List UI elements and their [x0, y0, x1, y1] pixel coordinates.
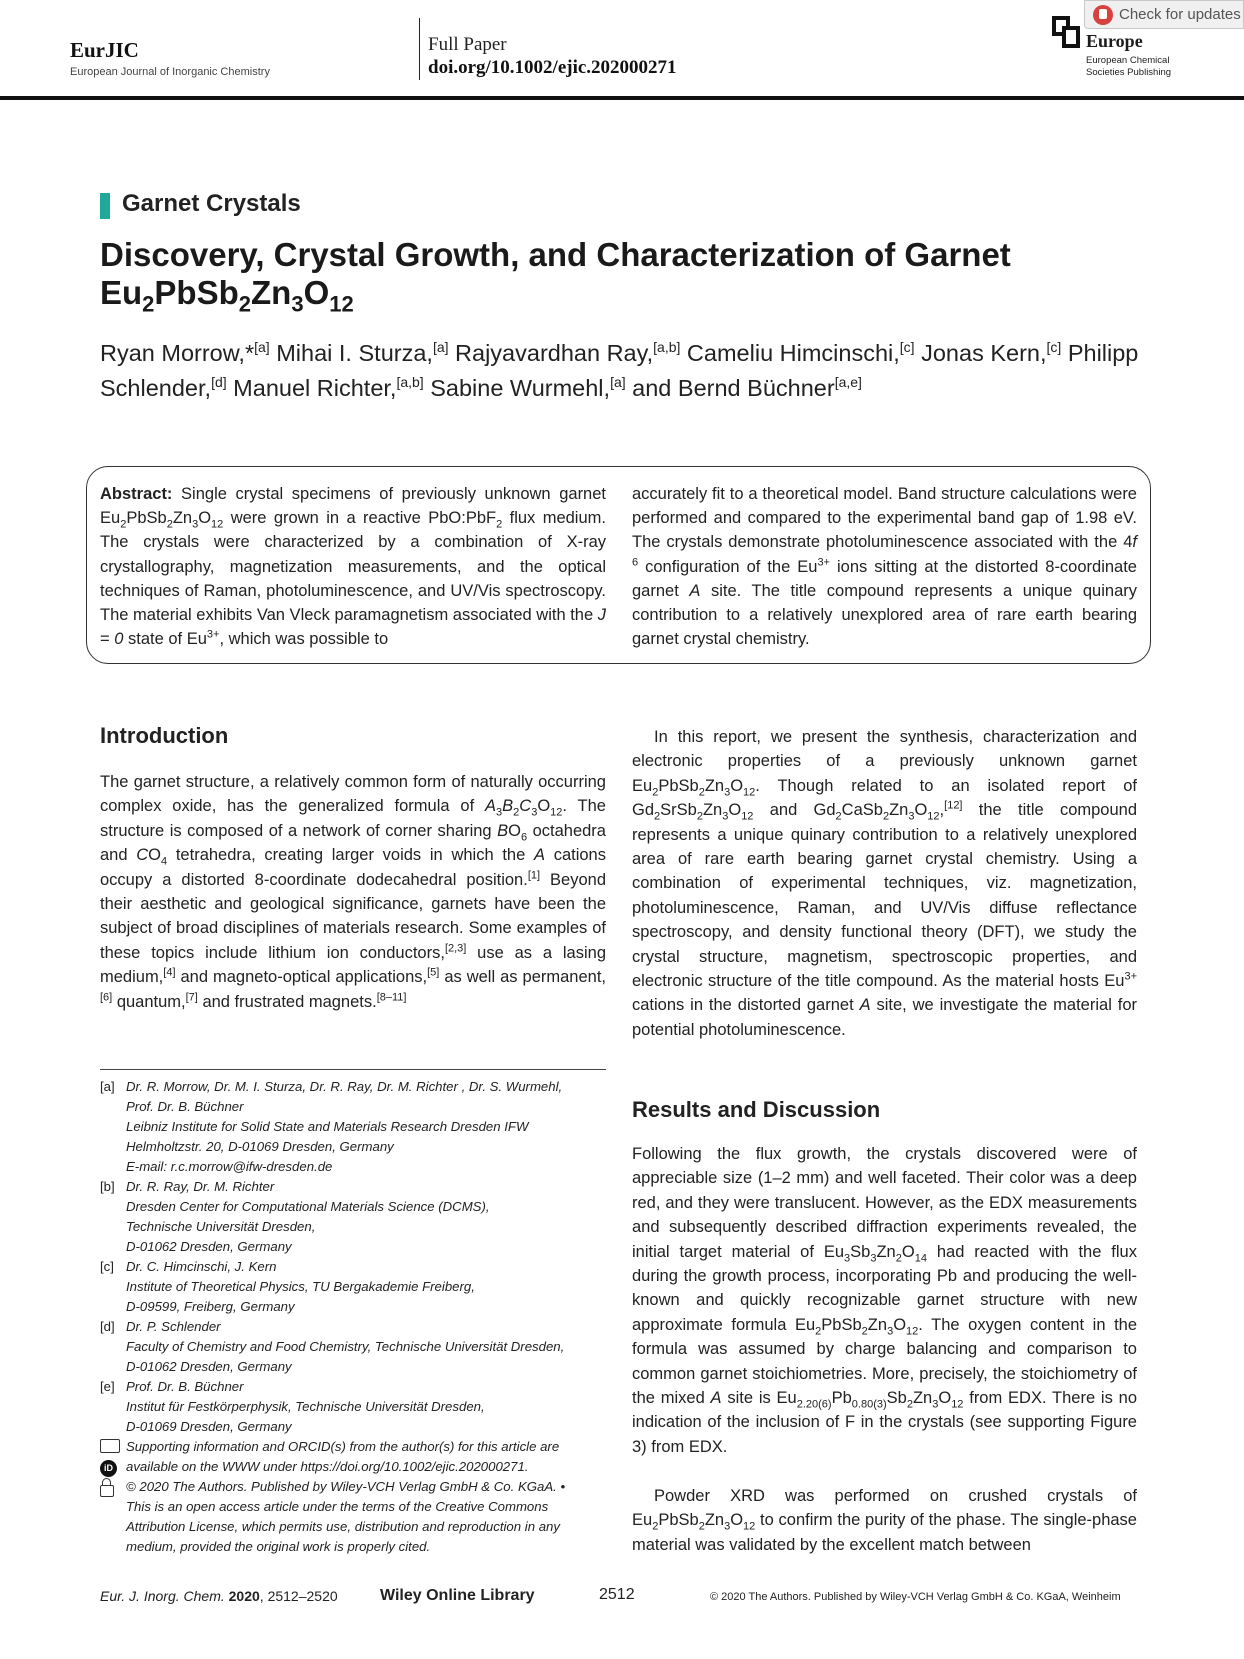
title-formula: $Eu_2PbSb_2Zn_3O_{12}$ — [100, 274, 354, 317]
affiliation-key — [100, 1337, 126, 1357]
icon-cell — [100, 1537, 126, 1557]
affiliation-line — [100, 1137, 610, 1157]
affiliation-text: D-01062 Dresden, Germany — [126, 1359, 292, 1374]
affiliations — [100, 1077, 610, 1557]
footer-copyright: © 2020 The Authors. Published by Wiley-VCH Verlag GmbH & Co. KGaA, Weinheim — [710, 1591, 1121, 1603]
orcid-icon: iD — [100, 1460, 117, 1477]
results-heading: Results and Discussion — [632, 1097, 881, 1122]
results-paragraph-1: Following the flux growth, the crystals discovered were of appreciable size (1–2 mm) and well faceted. Their color was a deep red, and they were translucent. However, as the EDX measurements and subsequently described diffraction experiments revealed, the initial target material of $Eu_3Sb_3Zn_2O_{14}$ had reacted with the flux during the growth process, incorporating Pb and producing the well-known and quickly recognizable garnet structure with new approximate formula $Eu_2PbSb_2Zn_3O_{12}$. The oxygen content in the formula was assumed by charge balancing and comparison to common garnet stoichiometries. More, precisely, the stoichiometry of the mixed A site is $Eu_{2.20(6)}Pb_{0.80(3)}Sb_2Zn_3O_{12}$ from EDX. There is no indication of the inclusion of F in the crystals (see supporting Figure 3) from EDX. — [632, 1145, 1138, 1456]
paper-type: Full Paper — [428, 34, 507, 55]
affiliation-text: Helmholtzstr. 20, D-01069 Dresden, Germany — [126, 1139, 394, 1154]
results-paragraph-2: Powder XRD was performed on crushed crystals of $Eu_2PbSb_2Zn_3O_{12}$ to confirm the purity of the phase. The single-phase material was validated by the excellent match between — [632, 1487, 1137, 1554]
abstract-right-column: accurately fit to a theoretical model. Band structure calculations were performed and compared to the experimental band gap of 1.98 eV. The crystals demonstrate photoluminescence associated with the 4f $^6$ configuration of the $Eu^{3+}$ ions sitting at the distorted 8-coordinate garnet A site. The title compound represents a unique quinary contribution to a relatively unexplored area of rare earth bearing garnet crystal chemistry. — [632, 485, 1137, 649]
affiliation-line — [100, 1357, 610, 1377]
introduction-heading: Introduction — [100, 723, 229, 748]
icon-cell — [100, 1517, 126, 1537]
affiliation-text: Faculty of Chemistry and Food Chemistry, Technische Universität Dresden, — [126, 1339, 565, 1354]
license-line — [100, 1537, 610, 1557]
page-number: 2512 — [599, 1586, 635, 1603]
open-access-icon — [100, 1485, 114, 1497]
affiliation-line — [100, 1197, 610, 1217]
affiliation-text: Prof. Dr. B. Büchner — [126, 1099, 244, 1114]
computer-icon — [100, 1439, 120, 1453]
affiliation-text: D-01069 Dresden, Germany — [126, 1419, 292, 1434]
citation-pages: , 2512–2520 — [259, 1588, 338, 1604]
supporting-info-line — [100, 1437, 610, 1457]
icon-cell — [100, 1437, 126, 1457]
affiliation-key — [100, 1237, 126, 1257]
journal-full-name: European Journal of Inorganic Chemistry — [70, 66, 270, 78]
license-line — [100, 1497, 610, 1517]
affiliation-key — [100, 1417, 126, 1437]
icon-cell — [100, 1457, 126, 1477]
affiliation-key: [b] — [100, 1179, 115, 1194]
affiliation-text: D-01062 Dresden, Germany — [126, 1239, 292, 1254]
citation — [100, 1588, 338, 1604]
affiliation-key — [100, 1277, 126, 1297]
affiliation-key: [a] — [100, 1079, 115, 1094]
affiliation-key — [100, 1157, 126, 1177]
affiliation-text: Institute of Theoretical Physics, TU Bergakademie Freiberg, — [126, 1279, 475, 1294]
affiliation-key — [100, 1117, 126, 1137]
wiley-online-library-link[interactable]: Wiley Online Library — [380, 1587, 535, 1604]
affiliation-line — [100, 1297, 610, 1317]
affiliation-line — [100, 1277, 610, 1297]
supporting-info-line-text: Supporting information and ORCID(s) from the author(s) for this article are — [126, 1439, 560, 1454]
article-title — [100, 236, 1160, 324]
affiliation-text: D-09599, Freiberg, Germany — [126, 1299, 295, 1314]
affiliation-text: Dr. R. Ray, Dr. M. Richter — [126, 1179, 275, 1194]
affiliation-line — [100, 1337, 610, 1357]
intro-continued-paragraph: In this report, we present the synthesis, characterization and electronic properties of a previously unknown garnet $Eu_2PbSb_2Zn_3O_{12}$. Though related to an isolated report of $Gd_2SrSb_2Zn_3O_{12}$ and $Gd_2CaSb_2Zn_3O_{12},[12]$ the title compound represents a unique quinary contribution to a relatively unexplored area of rare earth bearing garnet crystal chemistry. Using a combination of experimental techniques, viz. magnetization, photoluminescence, Raman, and UV/Vis diffuse reflectance spectroscopy, and density functional theory (DFT), we study the crystal structure, magnetism, spectroscopic properties, and electronic structure of the title compound. As the material hosts $Eu^{3+}$ cations in the distorted garnet A site, we investigate the material for potential photoluminescence. — [632, 728, 1137, 1039]
publisher-logo-icon — [1052, 16, 1080, 48]
affiliation-key — [100, 1397, 126, 1417]
publisher-name: Europe — [1086, 31, 1143, 51]
affiliation-key — [100, 1297, 126, 1317]
header-divider — [419, 18, 420, 80]
citation-journal: Eur. J. Inorg. Chem. — [100, 1588, 225, 1604]
affiliation-line — [100, 1397, 610, 1417]
affiliation-line — [100, 1257, 610, 1277]
affiliation-text: Technische Universität Dresden, — [126, 1219, 316, 1234]
affiliation-key — [100, 1217, 126, 1237]
publisher-full-name: European Chemical Societies Publishing — [1086, 55, 1172, 78]
bookmark-icon — [1093, 5, 1113, 25]
journal-name: EurJIC — [70, 38, 139, 62]
affiliation-key: [c] — [100, 1259, 114, 1274]
author-list: Ryan Morrow,*[a] Mihai I. Sturza,[a] Rajyavardhan Ray,[a,b] Cameliu Himcinschi,[c] Jonas Kern,[c] Philipp Schlender,[d] Manuel Richter,[a,b] Sabine Wurmehl,[a] and Bernd Büchner[a,e] — [100, 339, 1139, 401]
affiliation-text: Leibniz Institute for Solid State and Materials Research Dresden IFW — [126, 1119, 529, 1134]
license-line-text: This is an open access article under the terms of the Creative Commons — [126, 1499, 549, 1514]
affiliation-key: [d] — [100, 1319, 115, 1334]
affiliation-text: Dresden Center for Computational Materials Science (DCMS), — [126, 1199, 490, 1214]
section-accent-bar — [100, 193, 110, 219]
header-rule — [0, 96, 1244, 100]
affiliation-text: Prof. Dr. B. Büchner — [126, 1379, 244, 1394]
affiliation-text: Dr. R. Morrow, Dr. M. I. Sturza, Dr. R. Ray, Dr. M. Richter , Dr. S. Wurmehl, — [126, 1079, 563, 1094]
affiliation-line — [100, 1237, 610, 1257]
affiliation-line — [100, 1077, 610, 1097]
check-for-updates-button[interactable] — [1084, 0, 1244, 29]
license-line-text: medium, provided the original work is properly cited. — [126, 1539, 431, 1554]
icon-cell — [100, 1477, 126, 1497]
license-line — [100, 1477, 610, 1497]
affiliation-text: Dr. C. Himcinschi, J. Kern — [126, 1259, 277, 1274]
icon-cell — [100, 1497, 126, 1517]
affiliation-key: [e] — [100, 1379, 115, 1394]
affiliation-key — [100, 1137, 126, 1157]
license-line — [100, 1517, 610, 1537]
supporting-info-link-text[interactable]: available on the WWW under https://doi.org/10.1002/ejic.202000271. — [126, 1459, 529, 1474]
affiliation-line — [100, 1097, 610, 1117]
license-line-text: © 2020 The Authors. Published by Wiley-VCH Verlag GmbH & Co. KGaA. • — [126, 1479, 566, 1494]
affiliation-key — [100, 1357, 126, 1377]
doi-link[interactable]: doi.org/10.1002/ejic.202000271 — [428, 57, 677, 78]
affiliation-line — [100, 1157, 610, 1177]
affiliation-text: Dr. P. Schlender — [126, 1319, 221, 1334]
supporting-info-link — [100, 1457, 610, 1477]
affiliation-key — [100, 1197, 126, 1217]
introduction-paragraph: The garnet structure, a relatively common form of naturally occurring complex oxide, has the generalized formula of $A_3B_2C_3O_{12}$. The structure is composed of a network of corner sharing $BO_6$ octahedra and $CO_4$ tetrahedra, creating larger voids in which the A cations occupy a distorted 8-coordinate dodecahedral position.[1] Beyond their aesthetic and geological significance, garnets have been the subject of broad disciplines of materials research. Some examples of these topics include lithium ion conductors,[2,3] use as a lasing medium,[4] and magneto-optical applications,[5] as well as permanent,[6] quantum,[7] and frustrated magnets.[8–11] — [100, 773, 607, 1011]
affiliation-text: Institut für Festkörperphysik, Technische Universität Dresden, — [126, 1399, 485, 1414]
affiliation-line — [100, 1377, 610, 1397]
affiliation-line — [100, 1177, 610, 1197]
check-for-updates-label: Check for updates — [1119, 6, 1241, 23]
affiliation-line — [100, 1317, 610, 1337]
affiliation-text: E-mail: r.c.morrow@ifw-dresden.de — [126, 1159, 333, 1174]
title-line: Discovery, Crystal Growth, and Characterization of Garnet — [100, 236, 1011, 273]
section-label: Garnet Crystals — [122, 190, 301, 217]
footnote-rule — [100, 1069, 606, 1070]
affiliation-line — [100, 1417, 610, 1437]
abstract-left-column: Abstract: Single crystal specimens of previously unknown garnet $Eu_2PbSb_2Zn_3O_{12}$ were grown in a reactive PbO:PbF$_2$ flux medium. The crystals were characterized by a combination of X-ray crystallography, magnetization measurements, and the optical techniques of Raman, photoluminescence, and UV/Vis spectroscopy. The material exhibits Van Vleck paramagnetism associated with the J = 0 state of $Eu^{3+}$, which was possible to — [100, 485, 606, 649]
citation-year: 2020 — [228, 1588, 260, 1604]
license-line-text: Attribution License, which permits use, distribution and reproduction in any — [126, 1519, 560, 1534]
affiliation-line — [100, 1217, 610, 1237]
affiliation-line — [100, 1117, 610, 1137]
affiliation-key — [100, 1097, 126, 1117]
